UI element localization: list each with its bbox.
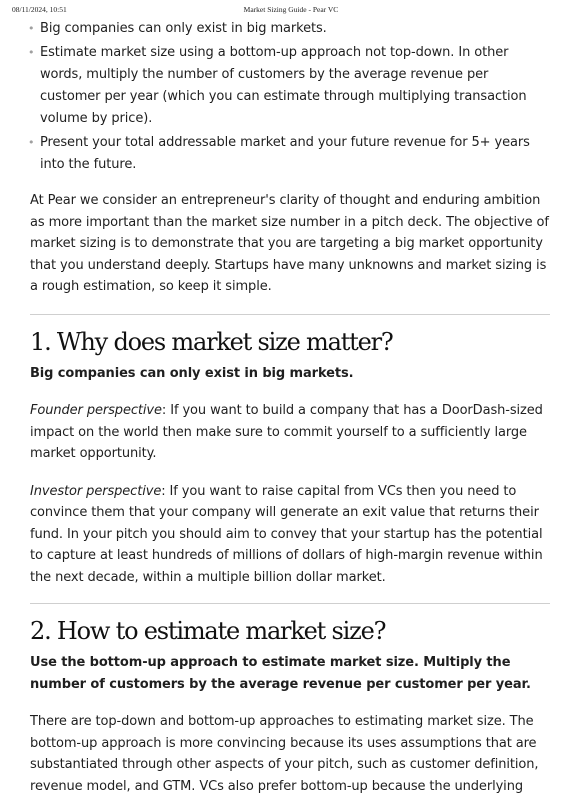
- section-1-heading: 1. Why does market size matter?: [30, 327, 393, 356]
- section-2-lead: Use the bottom-up approach to estimate market size. Multiply the number of customers by the average revenue per customer per year.: [30, 655, 531, 692]
- print-header: [12, 5, 570, 17]
- bullet-item: [30, 18, 550, 40]
- investor-perspective-label: Investor perspective: [30, 483, 162, 499]
- article-content: [30, 18, 550, 797]
- founder-perspective-label: Founder perspective: [30, 403, 162, 418]
- bullet-item: [30, 132, 550, 176]
- intro-paragraph: At Pear we consider an entrepreneur's clarity of thought and enduring ambition as more important than the market size number in a pitch deck. The objective of market sizing is to demonstrate that you are targeting a big market opportunity that you understand deeply. Startups have many unknowns and market sizing is a rough estimation, so keep it simple.: [30, 193, 549, 294]
- print-page-title: Market Sizing Guide - Pear VC: [243, 5, 339, 14]
- summary-bullet-list: [30, 18, 550, 176]
- bullet-text: Estimate market size using a bottom-up approach not top-down. In other words, multiply the number of customers by the average revenue per customer per year (which you can estimate through multiplying transaction volume by price).: [40, 45, 527, 126]
- print-timestamp: 08/11/2024, 10:51: [12, 5, 67, 14]
- bullet-dot-icon: •: [28, 22, 35, 35]
- bullet-dot-icon: •: [28, 46, 35, 59]
- founder-perspective-text: : If you want to build a company that has a DoorDash-sized impact on the world then make sure to commit yourself to a sufficiently large market opportunity.: [30, 403, 543, 461]
- section-2-paragraph: There are top-down and bottom-up approaches to estimating market size. The bottom-up approach is more convincing because its uses assumptions that are substantiated through other aspects of your pitch, such as customer definition, revenue model, and GTM. VCs also prefer bottom-up because the underlying: [30, 714, 539, 794]
- section-1-lead: Big companies can only exist in big markets.: [30, 365, 354, 381]
- bullet-dot-icon: •: [28, 136, 35, 149]
- section-2-heading: 2. How to estimate market size?: [30, 617, 386, 645]
- bullet-item: [30, 42, 550, 130]
- bullet-text: Present your total addressable market and your future revenue for 5+ years into the future.: [40, 135, 530, 172]
- bullet-text: Big companies can only exist in big markets.: [40, 21, 327, 36]
- founder-perspective-paragraph: [30, 400, 550, 465]
- investor-perspective-paragraph: [30, 481, 550, 589]
- investor-perspective-text: : If you want to raise capital from VCs then you need to convince them that your company will generate an exit value that returns their fund. In your pitch you should aim to convey that your startup has the potential to capture at least hundreds of millions of dollars of high-margin revenue within the next decade, within a multiple billion dollar market.: [30, 483, 543, 585]
